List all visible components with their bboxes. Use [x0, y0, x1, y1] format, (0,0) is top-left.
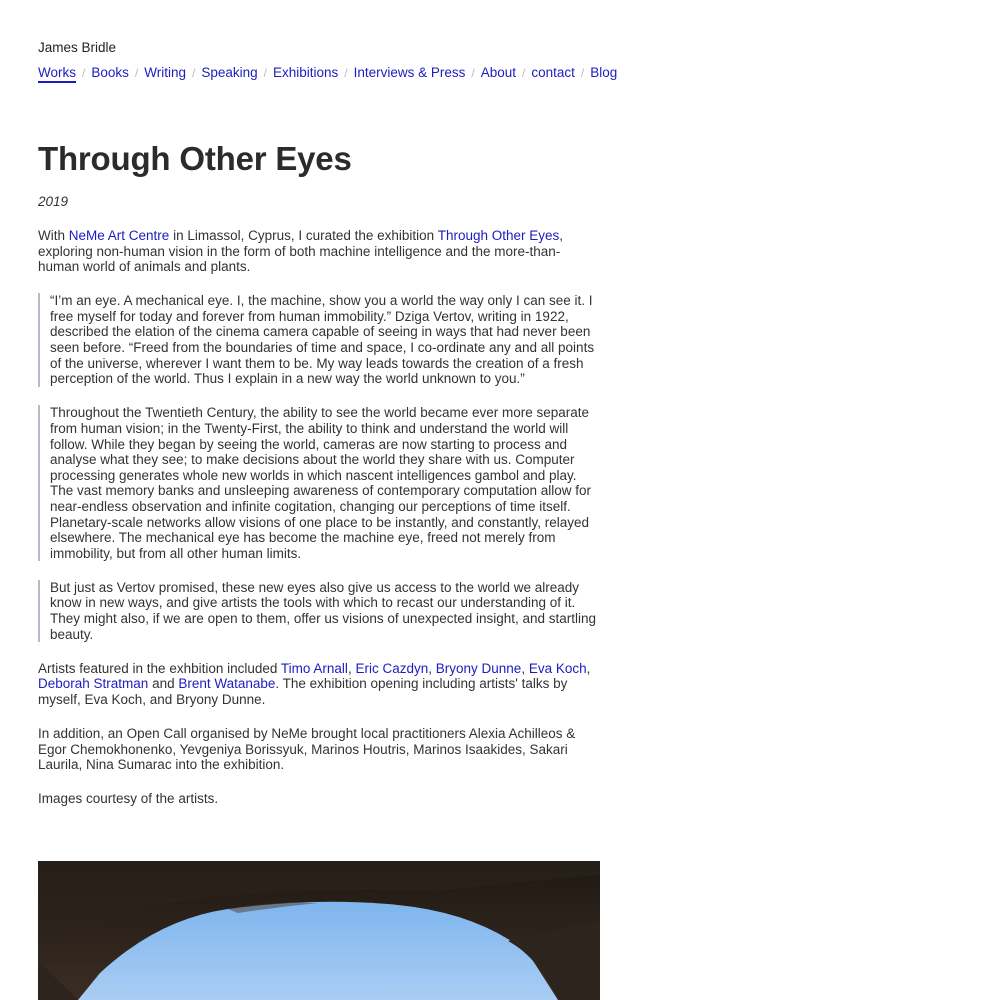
and-text: and [148, 676, 179, 692]
neme-art-centre-link[interactable]: NeMe Art Centre [68, 228, 170, 243]
nav-separator: / [263, 66, 267, 80]
quote-block: Throughout the Twentieth Century, the ability to see the world became ever more separate from human vision; in the Twenty-First, the ability to think and understand the world will follow. While they began by seeing the world, cameras are now starting to process and analyse what they see; to make decisions about the world they share with us. Computer processing generates whole new worlds in which nascent intelligences gambol and play. The vast memory banks and unsleeping awareness of contemporary computation allow for near-endless observation and infinite cogitation, changing our perceptions of time itself. Planetary-scale networks allow visions of one place to be instantly, and constantly, relayed elsewhere. The mechanical eye has become the machine eye, freed not merely from immobility, but from all other human limits. [38, 405, 600, 561]
nav-separator: / [134, 66, 139, 80]
artists-text: Artists featured in the exhbition included [38, 660, 281, 676]
intro-paragraph [38, 228, 600, 275]
artist-link-eva-koch[interactable]: Eva Koch [528, 660, 587, 676]
article-body [38, 228, 600, 825]
intro-text: With [38, 228, 69, 243]
comma: , [586, 660, 591, 676]
nav-interviews-press[interactable]: Interviews & Press [353, 65, 466, 80]
intro-text: in Limassol, Cyprus, I curated the exhibition [169, 228, 438, 243]
quote-block: “I’m an eye. A mechanical eye. I, the machine, show you a world the way only I can see it. I free myself for today and forever from human immobility.” Dziga Vertov, writing in 1922, described the elation of the cinema camera capable of seeing in ways that had never been seen before. “Freed from the boundaries of time and space, I co-ordinate any and all points of the universe, wherever I want them to be. My way leads towards the creation of a fresh perception of the world. Thus I explain in a new way the world unknown to you.” [38, 293, 600, 387]
comma: , [347, 660, 356, 676]
nav-about[interactable]: About [480, 65, 517, 80]
comma: , [521, 660, 529, 676]
artist-link-deborah-stratman[interactable]: Deborah Stratman [38, 676, 149, 692]
nav-exhibitions[interactable]: Exhibitions [272, 65, 339, 80]
page-title: Through Other Eyes [38, 140, 352, 177]
site-name[interactable]: James Bridle [38, 40, 117, 55]
quote-block: But just as Vertov promised, these new eyes also give us access to the world we already know in new ways, and give artists the tools with which to recast our understanding of it. They might also, if we are open to them, offer us visions of unexpected insight, and startling beauty. [38, 580, 600, 642]
nav-works[interactable]: Works [38, 65, 76, 83]
artists-paragraph [38, 661, 600, 708]
nav-writing[interactable]: Writing [144, 65, 186, 80]
nav-speaking[interactable]: Speaking [201, 65, 258, 80]
artists-text: . The exhibition opening including artists' talks by myself, Eva Koch, and Bryony Dunne. [38, 676, 568, 707]
through-other-eyes-link[interactable]: Through Other Eyes [437, 228, 560, 243]
artist-link-timo-arnall[interactable]: Timo Arnall [280, 660, 348, 676]
nav-separator: / [522, 66, 526, 80]
nav-books[interactable]: Books [91, 65, 129, 80]
main-nav [38, 65, 617, 80]
nav-separator: / [580, 66, 585, 80]
intro-text: , exploring non-human vision in the form of both machine intelligence and the more-than-human world of animals and plants. [38, 228, 564, 275]
cave-photo [38, 861, 600, 1000]
artist-link-brent-watanabe[interactable]: Brent Watanabe [178, 676, 276, 692]
artist-link-bryony-dunne[interactable]: Bryony Dunne [435, 660, 522, 676]
nav-separator: / [192, 66, 196, 80]
project-year: 2019 [38, 194, 69, 209]
nav-contact[interactable]: contact [531, 65, 575, 80]
artist-link-eric-cazdyn[interactable]: Eric Cazdyn [355, 660, 429, 676]
exhibition-image [38, 861, 600, 1000]
image-credits: Images courtesy of the artists. [38, 791, 219, 807]
open-call-paragraph: In addition, an Open Call organised by NeMe brought local practitioners Alexia Achilleos & Egor Chemokhonenko, Yevgeniya Borissyuk, Marinos Houtris, Marinos Isaakides, Sakari Laurila, Nina Sumarac into the exhibition. [38, 725, 576, 773]
nav-separator: / [344, 66, 348, 80]
nav-blog[interactable]: Blog [590, 65, 618, 80]
comma: , [428, 660, 436, 676]
nav-separator: / [471, 66, 475, 80]
nav-separator: / [82, 66, 86, 80]
